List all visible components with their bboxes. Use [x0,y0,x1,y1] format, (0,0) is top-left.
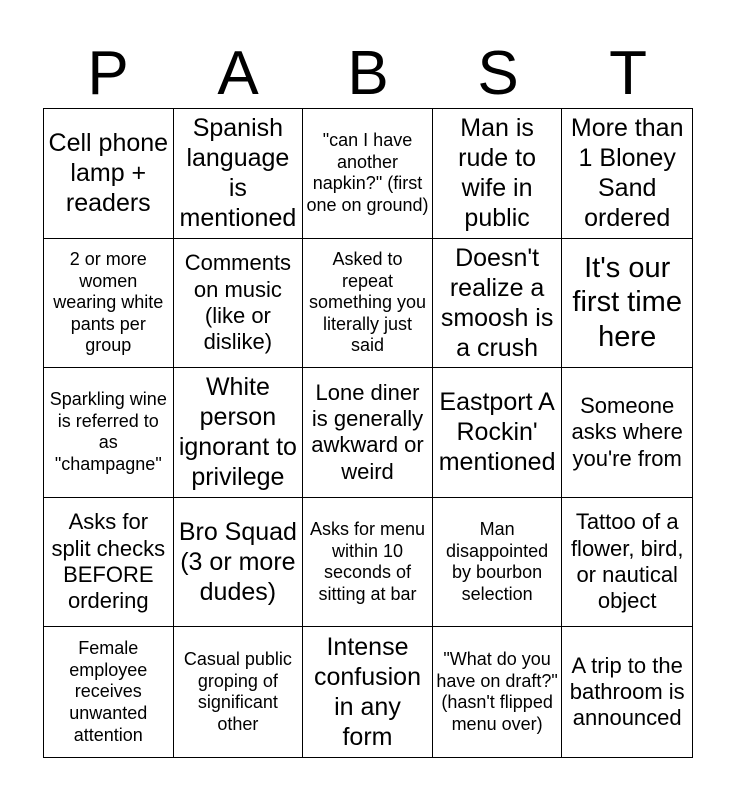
bingo-cell-r5-c5[interactable]: A trip to the bathroom is announced [569,652,685,731]
bingo-cell-r3-c1[interactable]: Sparkling wine is referred to as "champagne" [44,368,174,498]
bingo-cell-r2-c4[interactable]: Doesn't realize a smoosh is a crush [433,239,563,369]
bingo-cell-r1-c3[interactable]: "can I have another napkin?" (first one on ground) [303,109,433,239]
bingo-cell-r4-c2[interactable]: Bro Squad (3 or more dudes) [174,498,304,628]
bingo-cell-r5-c4[interactable]: "What do you have on draft?" (hasn't flipped menu over) [433,627,563,757]
header-letter-b: B [347,39,389,108]
header-letter-s: S [477,39,519,108]
bingo-cell-r3-c3[interactable]: Lone diner is generally awkward or weird [303,368,433,498]
bingo-cell-r3-c2[interactable]: White person ignorant to privilege [174,368,304,498]
bingo-cell-r2-c1[interactable]: 2 or more women wearing white pants per group [44,239,174,369]
bingo-cell-r2-c3[interactable]: Asked to repeat something you literally just said [303,239,433,369]
bingo-cell-r2-c5[interactable]: It's our first time here [562,239,692,369]
bingo-cell-r4-c1[interactable]: Asks for split checks BEFORE ordering [44,498,174,628]
bingo-cell-r1-c5[interactable]: More than 1 Bloney Sand ordered [562,109,692,239]
bingo-cell-r4-c4[interactable]: Man disappointed by bourbon selection [433,498,563,628]
header-letter-a: A [217,39,259,108]
bingo-cell-r4-c5[interactable]: Tattoo of a flower, bird, or nautical object [562,498,692,628]
bingo-cell-r3-c4[interactable]: Eastport A Rockin' mentioned [433,368,563,498]
bingo-cell-r5-c1[interactable]: Female employee receives unwanted attention [44,627,174,757]
bingo-cell-r3-c5[interactable]: Someone asks where you're from [562,368,692,498]
header-letter-t: T [609,39,647,108]
bingo-cell-r4-c3[interactable]: Asks for menu within 10 seconds of sitting at bar [303,498,433,628]
bingo-cell-r5-c3[interactable]: Intense confusion in any form [303,627,433,757]
bingo-cell-r1-c4[interactable]: Man is rude to wife in public [433,109,563,239]
bingo-cell-r5-c2[interactable]: Casual public groping of significant other [174,627,304,757]
bingo-cell-r2-c2[interactable]: Comments on music (like or dislike) [174,239,304,369]
bingo-cell-r1-c2[interactable]: Spanish language is mentioned [174,109,304,239]
header-letter-p: P [87,39,129,108]
bingo-board [43,108,693,758]
bingo-header [43,40,693,108]
bingo-cell-r1-c1[interactable]: Cell phone lamp + readers [44,109,174,239]
